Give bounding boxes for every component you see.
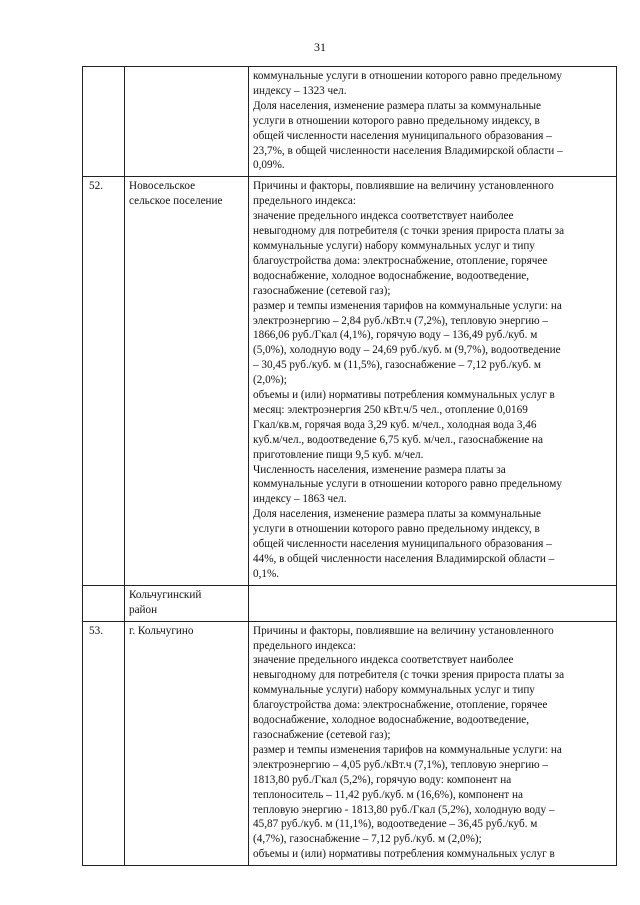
row-number: 53. [89, 624, 103, 637]
description-line: предельного индекса: [253, 195, 356, 208]
description-line: Доля населения, изменение размера платы за коммунальные [253, 508, 541, 521]
table-row [83, 177, 617, 585]
description-line: Причины и факторы, повлиявшие на величину установленного [253, 624, 554, 637]
description-line: Причины и факторы, повлиявшие на величину установленного [253, 180, 554, 193]
municipality-name-cell [125, 67, 249, 177]
description-line: газоснабжение (сетевой газ); [253, 728, 391, 741]
description-line: водоснабжение, холодное водоснабжение, водоотведение, [253, 714, 530, 727]
description-line: невыгодному для потребителя (с точки зрения прироста платы за [253, 225, 565, 238]
description-line: услуги в отношении которого равно предельному индексу, в [253, 523, 540, 536]
description-cell [249, 67, 617, 177]
description-line: объемы и (или) нормативы потребления коммунальных услуг в [253, 848, 555, 861]
description-line: объемы и (или) нормативы потребления коммунальных услуг в [253, 389, 555, 402]
description-line: Численность населения, изменение размера платы за [253, 463, 506, 476]
description-line: месяц: электроэнергия 250 кВт.ч/5 чел., отопление 0,0169 [253, 403, 528, 416]
description-line: 1866,06 руб./Гкал (4,1%), горячую воду – 136,49 руб./куб. м [253, 329, 538, 342]
description-line: – 30,45 руб./куб. м (11,5%), газоснабжение – 7,12 руб./куб. м [253, 359, 541, 372]
municipality-name-line: г. Кольчугино [129, 624, 194, 637]
description-line: 0,1%. [253, 567, 280, 580]
description-line: общей численности населения муниципального образования – [253, 538, 552, 551]
row-number-cell [83, 621, 125, 866]
municipality-name-cell [125, 585, 249, 621]
row-number-cell [83, 177, 125, 585]
description-line: приготовление пищи 9,5 куб. м/чел. [253, 448, 424, 461]
description-line: размер и темпы изменения тарифов на коммунальные услуги: на [253, 299, 562, 312]
description-line: коммунальные услуги) набору коммунальных услуг и типу [253, 684, 535, 697]
description-line: (4,7%), газоснабжение – 7,12 руб./куб. м (2,0%); [253, 833, 482, 846]
description-line: коммунальные услуги в отношении которого равно предельному [253, 70, 562, 82]
description-line: коммунальные услуги в отношении которого равно предельному [253, 478, 562, 491]
description-line: электроэнергию – 4,05 руб./кВт.ч (7,1%), тепловую энергию – [253, 758, 548, 771]
description-line: 0,09%. [253, 159, 285, 172]
description-cell [249, 621, 617, 866]
table-row [83, 585, 617, 621]
municipal-index-table [82, 66, 617, 866]
description-line: индексу – 1863 чел. [253, 493, 347, 506]
description-line: невыгодному для потребителя (с точки зрения прироста платы за [253, 669, 565, 682]
description-line: (2,0%); [253, 374, 287, 387]
description-line: 44%, в общей численности населения Владимирской области – [253, 553, 555, 565]
description-line: теплоноситель – 11,42 руб./куб. м (16,6%), компонент на [253, 788, 523, 801]
description-line: благоустройства дома: электроснабжение, отопление, горячее [253, 699, 548, 712]
table-body [83, 67, 617, 866]
description-cell [249, 177, 617, 585]
description-line: Гкал/кв.м, горячая вода 3,29 куб. м/чел., холодная вода 3,46 [253, 418, 537, 431]
description-line: благоустройства дома: электроснабжение, отопление, горячее [253, 254, 548, 267]
description-line: (5,0%), холодную воду – 24,69 руб./куб. м (9,7%), водоотведение [253, 344, 561, 357]
description-line: тепловую энергию - 1813,80 руб./Гкал (5,2%), холодную воду – [253, 803, 555, 816]
description-line: Доля населения, изменение размера платы за коммунальные [253, 99, 541, 112]
table-row [83, 67, 617, 177]
description-line: электроэнергию – 2,84 руб./кВт.ч (7,2%), тепловую энергию – [253, 314, 548, 327]
description-line: 23,7%, в общей численности населения Владимирской области – [253, 144, 563, 157]
row-number-cell [83, 585, 125, 621]
description-line: значение предельного индекса соответствует наиболее [253, 654, 514, 667]
row-number-cell [83, 67, 125, 177]
municipality-name-line: район [129, 603, 158, 616]
municipality-name-cell [125, 621, 249, 866]
municipality-name-line: Кольчугинский [129, 588, 202, 601]
description-line: индексу – 1323 чел. [253, 84, 347, 97]
description-line: газоснабжение (сетевой газ); [253, 284, 391, 297]
page-number: 31 [314, 40, 326, 54]
description-line: куб.м/чел., водоотведение 6,75 куб. м/чел., газоснабжение на [253, 433, 543, 446]
description-line: коммунальные услуги) набору коммунальных услуг и типу [253, 239, 535, 252]
description-line: 45,87 руб./куб. м (11,1%), водоотведение – 36,45 руб./куб. м [253, 818, 538, 831]
description-line: значение предельного индекса соответствует наиболее [253, 210, 514, 223]
municipality-name-line: Новосельское [129, 180, 196, 193]
description-line: услуги в отношении которого равно предельному индексу, в [253, 114, 540, 127]
municipality-name-line: сельское поселение [129, 195, 223, 208]
description-line: водоснабжение, холодное водоснабжение, водоотведение, [253, 269, 530, 282]
description-cell [249, 585, 617, 621]
table-row [83, 621, 617, 866]
description-line: 1813,80 руб./Гкал (5,2%), горячую воду: компонент на [253, 773, 512, 786]
description-line: размер и темпы изменения тарифов на коммунальные услуги: на [253, 743, 562, 756]
row-number: 52. [89, 180, 103, 193]
municipality-name-cell [125, 177, 249, 585]
description-line: предельного индекса: [253, 639, 356, 652]
description-line: общей численности населения муниципального образования – [253, 129, 552, 142]
